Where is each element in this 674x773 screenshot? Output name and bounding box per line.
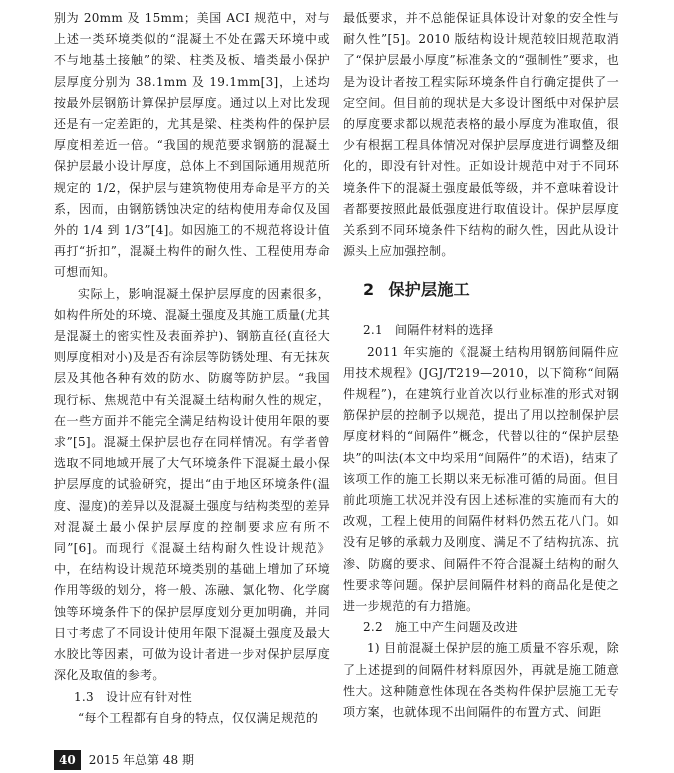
section-title: 保护层施工 bbox=[388, 280, 470, 300]
subsection-number: 1.3 bbox=[74, 689, 94, 704]
right-paragraph-3: 1) 目前混凝土保护层的施工质量不容乐观，除了上述提到的间隔件材料原因外，再就是施工随意性大。这种随意性体现在各类构件保护层施工无专项方案，也就体现不出间隔件的布置方式、间距 bbox=[343, 641, 619, 720]
page-footer bbox=[54, 750, 194, 770]
left-paragraph-2: 实际上，影响混凝土保护层厚度的因素很多，如构件所处的环境、混凝土强度及其施工质量(尤其是混凝土的密实性及表面养护)、钢筋直径(直径大则厚度相对小)及是否有涂层等防锈处理、有无抹灰层及其他各种有效的防水、防腐等防护层。“我国现行标、焦规范中有关混凝土结构耐久性的规定，在一些方面并不能完全满足结构设计使用年限的要求”[5]。混凝土保护层也存在同样情况。有学者曾选取不同地域开展了大气环境条件下混凝土最小保护层厚度的试验研究，提出“由于地区环境条件(温度、湿度)的差异以及混凝土强度与结构类型的差异对混凝土最小保护层厚度的控制要求应有所不同”[6]。而现行《混凝土结构耐久性设计规范》中，在结构设计规范环境类别的基础上增加了环境作用等级的划分，将一般、冻融、氯化物、化学腐蚀等环境条件下的保护层厚度划分更加明确，并同日寸考虑了不同设计使用年限下混凝土强度及最大水胶比等因素，可做为设计者进一步对保护层厚度深化及取值的参考。 bbox=[54, 286, 330, 683]
subsection-heading-2-1 bbox=[343, 320, 619, 341]
journal-issue: 2015 年总第 48 期 bbox=[88, 753, 194, 767]
subsection-title: 施工中产生问题及改进 bbox=[394, 620, 518, 635]
right-column bbox=[343, 8, 619, 723]
subsection-heading-2-2 bbox=[343, 617, 619, 638]
section-number: 2 bbox=[363, 280, 375, 300]
subsection-number: 2.1 bbox=[363, 323, 383, 338]
left-column bbox=[54, 8, 330, 729]
subsection-heading-1-3 bbox=[54, 687, 330, 708]
subsection-number: 2.2 bbox=[363, 620, 383, 635]
right-paragraph-1: 最低要求，并不总能保证具体设计对象的安全性与耐久性”[5]。2010 版结构设计规范较旧规范取消了“保护层最小厚度”标准条文的“强制性”要求，也是为设计者按工程实际环境条件自行确定提供了一定空间。但目前的现状是大多设计图纸中对保护层的厚度要求都以规范表格的最小厚度为准取值，很少有根据工程具体情况对保护层厚度进行调整及细化的，即没有针对性。正如设计规范中对于不同环境条件下的混凝土强度最低等级，并不意味着设计者都要按照此最低强度进行取值设计。保护层厚度关系到不同环境条件下结构的耐久性，因此从设计源头上应加强控制。 bbox=[343, 11, 619, 259]
page-number: 40 bbox=[54, 750, 81, 770]
left-paragraph-1: 别为 20mm 及 15mm；美国 ACI 规范中，对与上述一类环境类似的“混凝土不处在露天环境中或不与地基土接触”的梁、柱类及板、墙类最小保护层厚度分别为 38.1mm 及 19.1mm[3]，上述均按最外层钢筋计算保护层厚度。通过以上对比发现还是有一定差距的，尤其是梁、柱类构件的保护层厚度相差近一倍。“我国的规范要求钢筋的混凝土保护层最小设计厚度，总体上不到国际通用规范所规定的 1/2，保护层与建筑物使用寿命是平方的关系，因而，由钢筋锈蚀决定的结构使用寿命仅及国外的 1/4 到 1/3”[4]。如因施工的不规范将设计值再打“折扣”，混凝土构件的耐久性、工程使用寿命可想而知。 bbox=[54, 11, 330, 280]
left-paragraph-3: “每个工程都有自身的特点，仅仅满足规范的 bbox=[78, 710, 319, 725]
section-heading-2 bbox=[343, 280, 619, 300]
right-paragraph-2: 2011 年实施的《混凝土结构用钢筋间隔件应用技术规程》(JGJ/T219—2010，以下简称“间隔件规程”)，在建筑行业首次以行业标准的形式对钢筋保护层的控制予以规范，提出了用以控制保护层厚度材料的“间隔件”概念，代替以往的“保护层垫块”的叫法(本文中均采用“间隔件”的术语)，结束了该项工作的施工长期以来无标准可循的局面。但目前此项施工状况并没有因上述标准的实施而有大的改观，工程上使用的间隔件材料仍然五花八门。如没有足够的承载力及刚度、满足不了结构抗冻、抗渗、防腐的要求、间隔件不符合混凝土结构的耐久性要求等问题。保护层间隔件材料的商品化是使之进一步规范的有力措施。 bbox=[343, 344, 619, 614]
subsection-title: 设计应有针对性 bbox=[105, 689, 193, 704]
subsection-title: 间隔件材料的选择 bbox=[394, 323, 494, 338]
